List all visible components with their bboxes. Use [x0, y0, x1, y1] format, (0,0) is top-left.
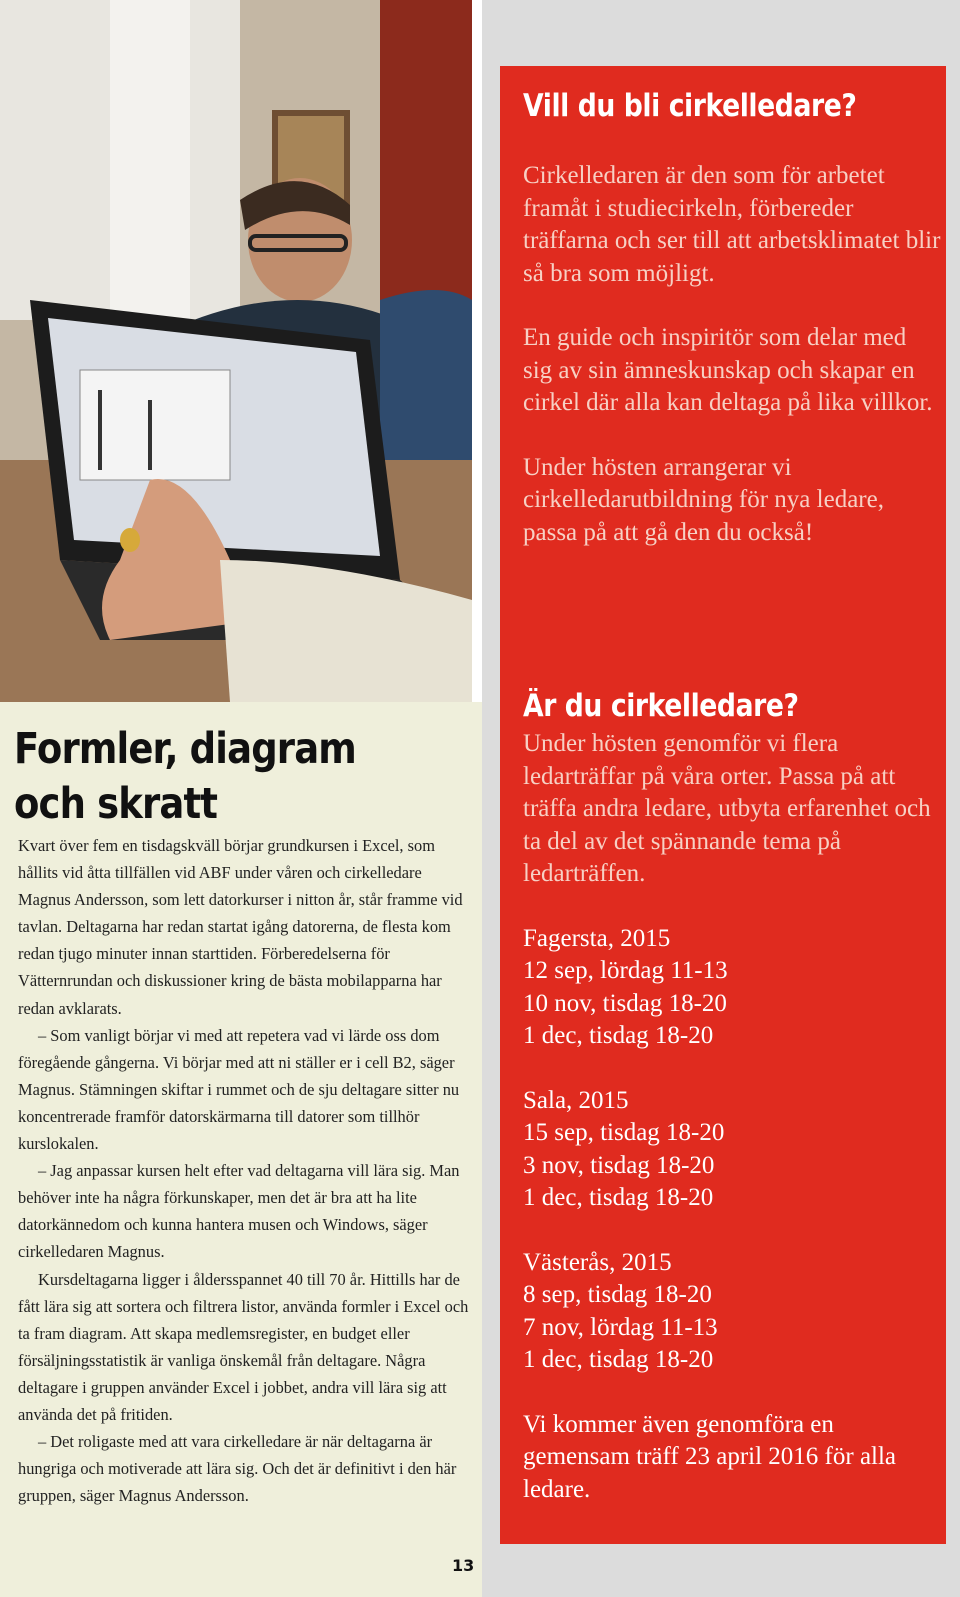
article-paragraph: – Jag anpassar kursen helt efter vad deltagarna vill lära sig. Man behöver inte ha några förkunskaper, men det är bra att ha lite datorkännedom och kunna hantera musen och Windows, säger cirkelledaren Magnus. [18, 1161, 460, 1262]
sidebar-heading: Vill du bli cirkelledare? [523, 88, 857, 124]
sidebar-subheading: Är du cirkelledare? [523, 688, 799, 724]
sidebar-intro-paragraph: Cirkelledaren är den som för arbetet framåt i studiecirkeln, förbereder träffarna och ser till att arbetsklimatet blir så bra som möjligt. [523, 162, 941, 287]
sidebar-closing: Vi kommer även genomföra en gemensam träff 23 april 2016 för alla ledare. [523, 1410, 897, 1503]
location-date: 1 dec, tisdag 18-20 [523, 1022, 714, 1049]
location-name: Sala, 2015 [523, 1086, 629, 1114]
article-body [18, 832, 478, 1509]
article-paragraph: Kvart över fem en tisdagskväll börjar grundkursen i Excel, som hållits vid åtta tillfällen vid ABF under våren och cirkelledare Magnus Andersson, som lett datorkurser i nitton år, står framme vid tavlan. Deltagarna har redan startat igång datorerna, de flesta kom redan tjugo minuter innan starttiden. Förberedelserna för Vätternrundan och diskussioner kring de bästa mobilapparna har redan avklarats. [18, 836, 463, 1018]
location-date: 15 sep, tisdag 18-20 [523, 1119, 725, 1146]
location-block [523, 1247, 941, 1377]
location-block [523, 923, 941, 1053]
article-title: Formler, diagram och skratt [14, 724, 356, 829]
location-date: 8 sep, tisdag 18-20 [523, 1281, 712, 1308]
location-date: 3 nov, tisdag 18-20 [523, 1151, 715, 1179]
sidebar-intro-paragraph: Under hösten arrangerar vi cirkelledarutbildning för nya ledare, passa på att gå den du också! [523, 453, 884, 546]
photo-illustration [0, 0, 472, 702]
article-paragraph: – Det roligaste med att vara cirkelledare är när deltagarna är hungriga och motiverade att lära sig. Och det är definitivt i den här gruppen, säger Magnus Andersson. [18, 1432, 457, 1506]
sidebar-intro2: Under hösten genomför vi flera ledarträffar på våra orter. Passa på att träffa andra ledare, utbyta erfarenhet och ta del av det spännande tema på ledarträffen. [523, 730, 931, 887]
location-date: 10 nov, tisdag 18-20 [523, 989, 727, 1017]
sidebar-box [500, 66, 946, 1544]
sidebar-intro-paragraph: En guide och inspiritör som delar med sig av sin ämneskunskap och skapar en cirkel där alla kan deltaga på lika villkor. [523, 324, 933, 416]
location-date: 12 sep, lördag 11-13 [523, 957, 728, 984]
sidebar-intro [523, 160, 941, 549]
article-paragraph: – Som vanligt börjar vi med att repetera vad vi lärde oss dom föregående gångerna. Vi börjar med att ni ställer er i cell B2, säger Magnus. Stämningen skiftar i rummet och de sju deltagare sitter nu koncentrerade framför datorskärmarna till datorer som tillhör kurslokalen. [18, 1025, 460, 1154]
location-name: Västerås, 2015 [523, 1248, 672, 1276]
location-date: 1 dec, tisdag 18-20 [523, 1184, 714, 1211]
article-photo [0, 0, 472, 702]
page-number: 13 [452, 1556, 475, 1575]
sidebar-meetings [523, 728, 941, 1506]
location-name: Fagersta, 2015 [523, 924, 671, 952]
location-date: 1 dec, tisdag 18-20 [523, 1346, 714, 1373]
location-block [523, 1085, 941, 1215]
article-paragraph: Kursdeltagarna ligger i åldersspannet 40 till 70 år. Hittills har de fått lära sig att sortera och filtrera listor, använda formler i Excel och ta fram diagram. Att skapa medlemsregister, en budget eller försäljningsstatistik är vanliga önskemål från deltagare. Några deltagare i gruppen använder Excel i jobbet, andra vill lära sig att använda det på fritiden. [18, 1269, 469, 1424]
location-date: 7 nov, lördag 11-13 [523, 1313, 718, 1341]
